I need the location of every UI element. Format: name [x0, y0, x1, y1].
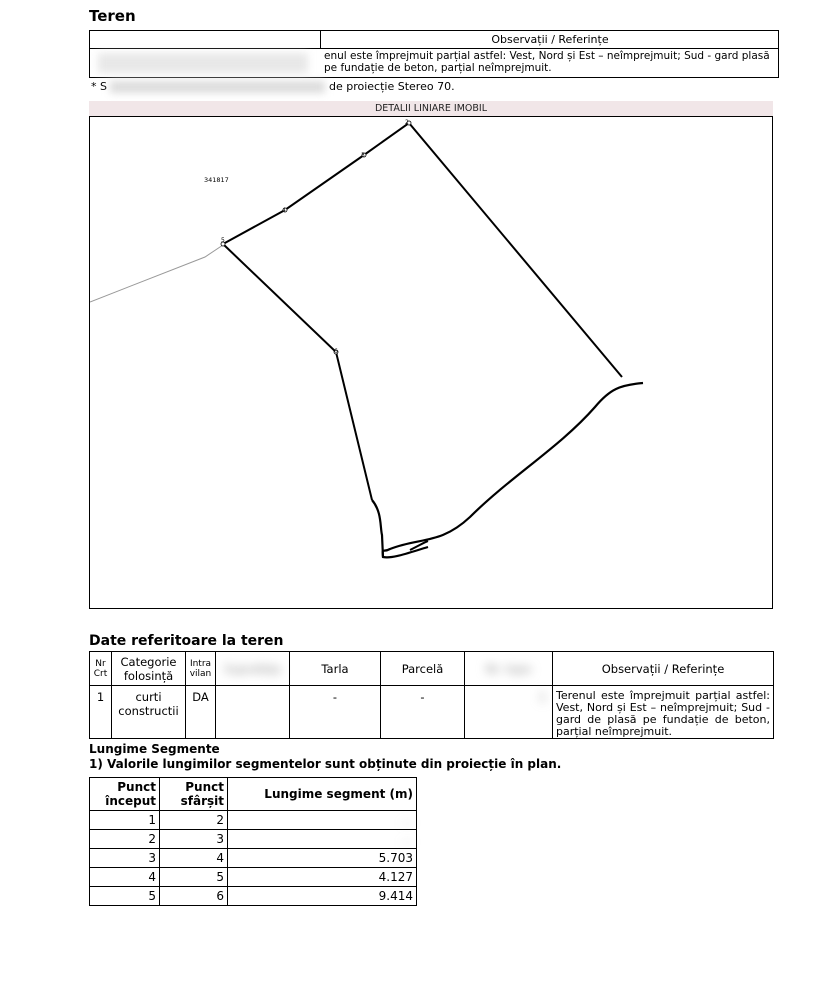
section-title: Teren: [89, 7, 136, 25]
cell-length: ...: [228, 811, 417, 830]
cell-tarla: -: [290, 686, 381, 739]
cell-parcela: -: [381, 686, 465, 739]
table-row: [90, 868, 417, 887]
handdrawn-boundary-2: [372, 500, 428, 557]
detail-bar-title: DETALII LINIARE IMOBIL: [89, 101, 773, 116]
parcel-boundary-line: [223, 123, 622, 377]
cell-intravilan: DA: [186, 686, 216, 739]
cell-end: 3: [160, 830, 228, 849]
table-row: [90, 811, 417, 830]
parcel-boundary-west: [223, 244, 372, 500]
cell-start: 3: [90, 849, 160, 868]
cell-length: 5.703: [228, 849, 417, 868]
header-nr-topo: Nr. topo: [465, 652, 553, 686]
header-tarla: Tarla: [290, 652, 381, 686]
vertex-label-4: 4: [282, 207, 286, 214]
segments-note: 1) Valorile lungimilor segmentelor sunt obținute din proiecție în plan.: [89, 757, 562, 771]
header-lungime-text: Lungime segment (m): [264, 787, 413, 801]
cell-end: 4: [160, 849, 228, 868]
top-table-observations-header: Observații / Referințe: [320, 31, 779, 49]
header-observatii: Observații / Referințe: [553, 652, 774, 686]
segments-title: Lungime Segmente: [89, 742, 220, 756]
cell-start: 4: [90, 868, 160, 887]
cell-end: 2: [160, 811, 228, 830]
table-row: [90, 686, 774, 739]
table-row: [90, 830, 417, 849]
vertex-label-5: 5: [221, 237, 225, 244]
header-nr: Nr Crt: [90, 652, 112, 686]
top-observations-table: [89, 30, 779, 78]
cell-suprafata: [216, 686, 290, 739]
header-categorie: Categorie folosință: [112, 652, 186, 686]
cell-start: 2: [90, 830, 160, 849]
handdrawn-boundary: [383, 383, 643, 557]
land-data-table: [89, 651, 774, 739]
plan-svg: [90, 117, 774, 610]
header-punct-inceput: Punct început: [90, 778, 160, 811]
vertex-label-2: 2: [405, 119, 409, 126]
cell-end: 6: [160, 887, 228, 906]
vertex-label-6: 6: [334, 348, 338, 355]
land-data-header-row: [90, 652, 774, 686]
neighbor-boundary-line: [90, 245, 223, 302]
cell-nr-topo: 1: [465, 686, 553, 739]
plan-drawing: [89, 116, 773, 609]
header-lungime: [228, 778, 417, 811]
cell-length: 9.414: [228, 887, 417, 906]
footnote-star: * S: [91, 80, 107, 93]
parcel-id-label: 341817: [204, 176, 229, 184]
cell-end: 5: [160, 868, 228, 887]
footnote-text: de proiecție Stereo 70.: [328, 80, 455, 93]
data-section-title: Date referitoare la teren: [89, 633, 284, 649]
header-punct-sfarsit: Punct sfârșit: [160, 778, 228, 811]
cell-start: 1: [90, 811, 160, 830]
header-intravilan: Intra vilan: [186, 652, 216, 686]
header-parcela: Parcelă: [381, 652, 465, 686]
table-row: [90, 887, 417, 906]
cell-observatii: Terenul este împrejmuit parțial astfel: Vest, Nord și Est – neîmprejmuit; Sud - gard de plasă pe fundație de beton, parțial neîmprejmuit.: [553, 686, 774, 739]
cell-nr: 1: [90, 686, 112, 739]
cell-start: 5: [90, 887, 160, 906]
cell-length: 4.127: [228, 868, 417, 887]
cell-categorie: curti constructii: [112, 686, 186, 739]
header-suprafata: Suprafața: [216, 652, 290, 686]
top-table-left-header: [90, 31, 320, 49]
segments-header-row: [90, 778, 417, 811]
redacted-area: [98, 53, 308, 73]
cell-length: ...: [228, 830, 417, 849]
footnote: [91, 80, 455, 93]
vertex-label-3: 3: [361, 152, 365, 159]
table-row: [90, 849, 417, 868]
segments-table: [89, 777, 417, 906]
redacted-footnote: [110, 81, 325, 93]
top-table-observation-text: enul este împrejmuit parțial astfel: Vest, Nord și Est – neîmprejmuit; Sud - gard plasă pe fundație de beton, parțial neîmprejmuit.: [324, 50, 770, 74]
